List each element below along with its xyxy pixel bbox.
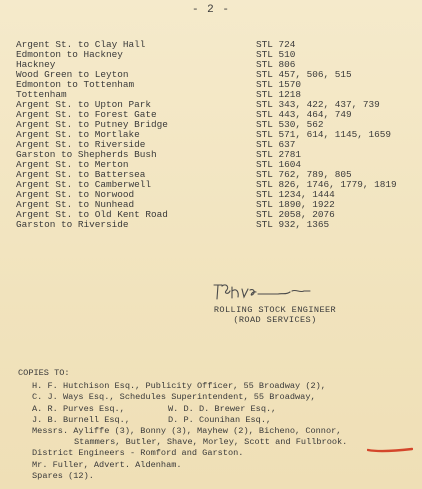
route-stl-numbers: STL 530, 562 [256, 120, 324, 130]
route-row [16, 50, 412, 60]
route-name: Garston to Shepherds Bush [16, 150, 157, 160]
copy-recipient-line: District Engineers - Romford and Garston. [32, 448, 244, 459]
route-row [16, 80, 412, 90]
route-stl-numbers: STL 343, 422, 437, 739 [256, 100, 380, 110]
route-name: Argent St. to Battersea [16, 170, 146, 180]
copy-recipient-line: Messrs. Ayliffe (3), Bonny (3), Mayhew (2), Bicheno, Connor, [32, 425, 342, 436]
copy-recipient-right: W. D. D. Brewer Esq., [168, 403, 277, 414]
route-stl-numbers: STL 2058, 2076 [256, 210, 335, 220]
route-stl-numbers: STL 826, 1746, 1779, 1819 [256, 180, 397, 190]
route-row [16, 210, 412, 220]
route-stl-numbers: STL 1604 [256, 160, 302, 170]
route-name: Argent St. to Riverside [16, 140, 146, 150]
route-row [16, 110, 412, 120]
route-stl-numbers: STL 2781 [256, 150, 302, 160]
route-row [16, 200, 412, 210]
route-stl-numbers: STL 1890, 1922 [256, 200, 335, 210]
route-stl-numbers: STL 724 [256, 40, 296, 50]
route-row [16, 150, 412, 160]
route-stl-numbers: STL 510 [256, 50, 296, 60]
handwritten-signature [206, 279, 336, 305]
route-name: Wood Green to Leyton [16, 70, 129, 80]
route-stl-numbers: STL 1234, 1444 [256, 190, 335, 200]
signatory-title-line1: ROLLING STOCK ENGINEER [213, 305, 337, 315]
copy-recipient-line: Stammers, Butler, Shave, Morley, Scott and Fullbrook. [74, 437, 348, 448]
route-row [16, 190, 412, 200]
route-row [16, 90, 412, 100]
route-row [16, 40, 412, 50]
route-stl-numbers: STL 1218 [256, 90, 302, 100]
route-stl-numbers: STL 571, 614, 1145, 1659 [256, 130, 392, 140]
route-row [16, 160, 412, 170]
copy-recipient-pair [18, 415, 418, 426]
copies-section [18, 368, 418, 482]
route-name: Argent St. to Nunhead [16, 200, 135, 210]
route-row [16, 140, 412, 150]
route-name: Garston to Riverside [16, 220, 129, 230]
page-number: - 2 - [191, 4, 230, 16]
signatory-title [200, 305, 350, 325]
route-row [16, 130, 412, 140]
route-name: Argent St. to Putney Bridge [16, 120, 168, 130]
route-stl-numbers: STL 762, 789, 805 [256, 170, 352, 180]
route-name: Edmonton to Hackney [16, 50, 123, 60]
route-row [16, 120, 412, 130]
route-name: Edmonton to Tottenham [16, 80, 135, 90]
route-row [16, 180, 412, 190]
route-stl-numbers: STL 932, 1365 [256, 220, 330, 230]
route-stl-numbers: STL 806 [256, 60, 296, 70]
route-name: Argent St. to Upton Park [16, 100, 152, 110]
signature-scribble [206, 279, 336, 305]
copy-recipient-line: H. F. Hutchison Esq., Publicity Officer, 55 Broadway (2), [32, 381, 326, 392]
copy-recipient-line: C. J. Ways Esq., Schedules Superintendent, 55 Broadway, [32, 392, 316, 403]
route-name: Argent St. to Old Kent Road [16, 210, 168, 220]
copy-recipient-right: D. P. Counihan Esq., [168, 414, 272, 425]
route-name: Argent St. to Mortlake [16, 130, 140, 140]
route-list [16, 40, 412, 230]
route-row [16, 220, 412, 230]
route-name: Argent St. to Norwood [16, 190, 135, 200]
copy-recipient-pair [18, 404, 418, 415]
route-name: Tottenham [16, 90, 67, 100]
route-name: Argent St. to Clay Hall [16, 40, 146, 50]
copy-recipient-line: Spares (12). [32, 470, 94, 481]
copy-recipient-left: A. R. Purves Esq., [32, 403, 125, 414]
route-stl-numbers: STL 1570 [256, 80, 302, 90]
copy-recipient-left: J. B. Burnell Esq., [32, 414, 130, 425]
route-row [16, 70, 412, 80]
route-stl-numbers: STL 637 [256, 140, 296, 150]
route-stl-numbers: STL 443, 464, 749 [256, 110, 352, 120]
signatory-title-line2: (ROAD SERVICES) [233, 315, 317, 325]
route-name: Argent St. to Merton [16, 160, 129, 170]
route-name: Argent St. to Forest Gate [16, 110, 157, 120]
red-pen-underline [367, 447, 413, 453]
route-row [16, 100, 412, 110]
route-name: Argent St. to Camberwell [16, 180, 152, 190]
route-row [16, 170, 412, 180]
copies-heading: COPIES TO: [18, 368, 70, 378]
copy-recipient-line: Mr. Fuller, Advert. Aldenham. [32, 459, 182, 470]
route-row [16, 60, 412, 70]
route-stl-numbers: STL 457, 506, 515 [256, 70, 352, 80]
route-name: Hackney [16, 60, 56, 70]
